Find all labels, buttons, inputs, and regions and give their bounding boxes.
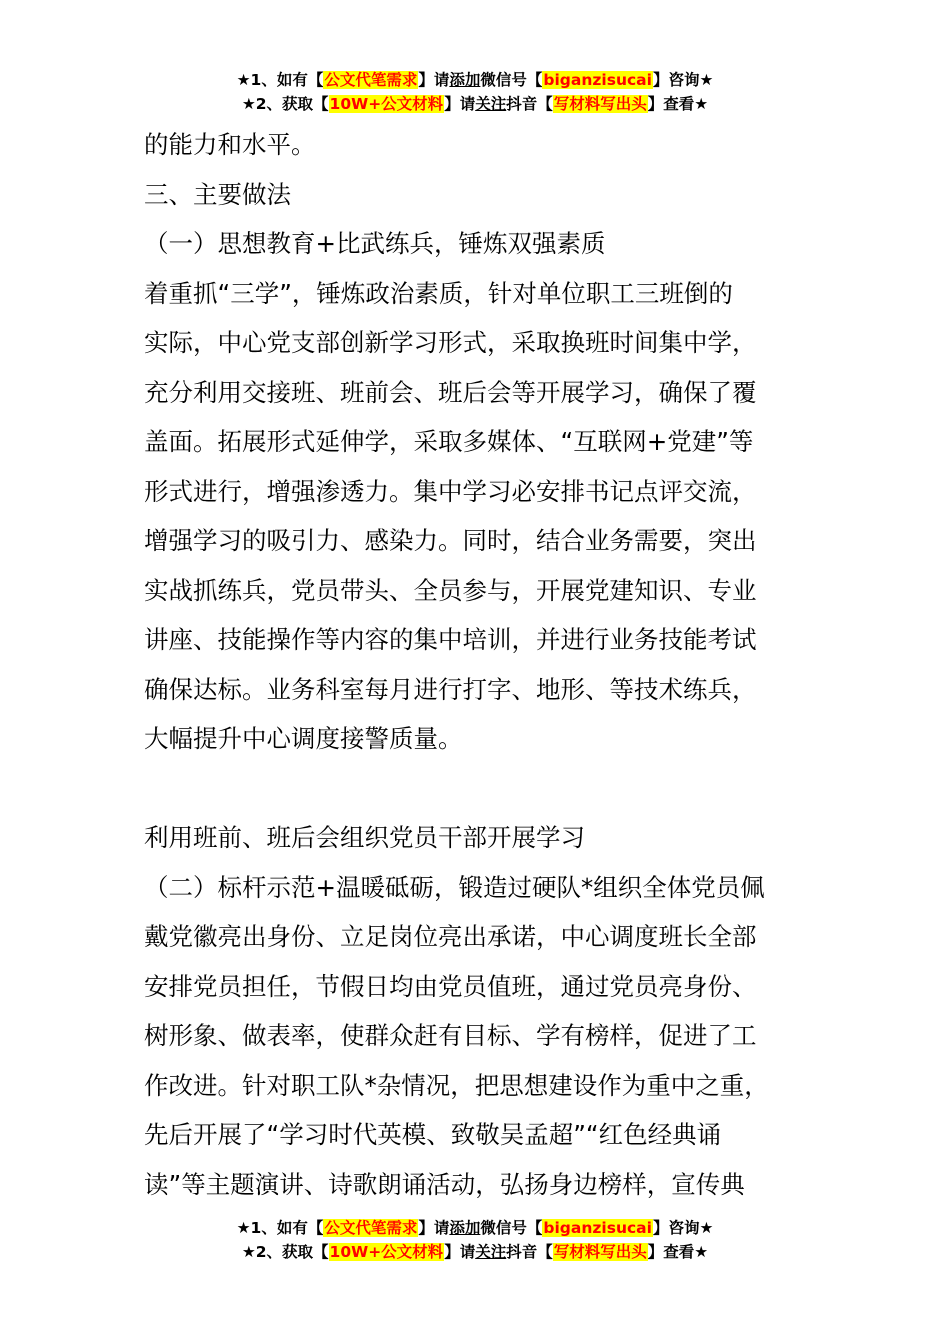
banner-highlight: 10W+公文材料 (329, 95, 444, 113)
banner-text: 】请 (444, 95, 476, 113)
banner-text: ★2、获取【 (241, 1243, 329, 1261)
banner-text: ★2、获取【 (241, 95, 329, 113)
image-caption: 利用班前、班后会组织党员干部开展学习 (144, 823, 585, 852)
banner-text: 】请 (418, 71, 450, 89)
body-line: 的能力和水平。 (144, 130, 316, 159)
banner-text: 】查看★ (647, 1243, 709, 1261)
banner-text: ★1、如有【 (236, 1219, 324, 1237)
section-heading: 三、主要做法 (144, 179, 291, 209)
body-line: 着重抓“三学”，锤炼政治素质，针对单位职工三班倒的 (144, 278, 733, 308)
banner-text: 抖音【 (506, 95, 553, 113)
body-line: 增强学习的吸引力、感染力。同时，结合业务需要，突出 (144, 526, 757, 555)
banner-text: 抖音【 (506, 1243, 553, 1261)
footer-banner (0, 1216, 950, 1264)
body-line: 大幅提升中心调度接警质量。 (144, 724, 463, 753)
body-line: 充分利用交接班、班前会、班后会等开展学习，确保了覆 (144, 377, 757, 407)
header-banner (0, 68, 950, 116)
banner-highlight: 公文代笔需求 (324, 71, 418, 89)
footer-banner-line1 (0, 1216, 950, 1240)
banner-highlight: biganzisucai (543, 71, 652, 89)
blank-line (144, 764, 808, 814)
banner-text: 】请 (418, 1219, 450, 1237)
banner-text: 微信号【 (480, 71, 543, 89)
banner-highlight: 公文代笔需求 (324, 1219, 418, 1237)
footer-banner-line2 (0, 1240, 950, 1264)
banner-text: 微信号【 (480, 1219, 543, 1237)
header-banner-line1 (0, 68, 950, 92)
banner-highlight: 写材料写出头 (553, 1243, 647, 1261)
body-line: 读”等主题演讲、诗歌朗诵活动，弘扬身边榜样，宣传典 (144, 1169, 745, 1199)
body-line: 先后开展了“学习时代英模、致敬吴孟超”“红色经典诵 (144, 1120, 722, 1149)
body-line: 实战抓练兵，党员带头、全员参与，开展党建知识、专业 (144, 575, 757, 605)
banner-text: 】咨询★ (652, 1219, 714, 1237)
banner-text: 】咨询★ (652, 71, 714, 89)
body-line: 形式进行，增强渗透力。集中学习必安排书记点评交流， (144, 476, 757, 506)
banner-highlight: biganzisucai (543, 1219, 652, 1237)
body-line: 作改进。针对职工队*杂情况，把思想建设作为重中之重， (144, 1070, 769, 1100)
header-banner-line2 (0, 92, 950, 116)
subsection-heading: （二）标杆示范+温暖砥砺，锻造过硬队*组织全体党员佩 (144, 872, 765, 902)
body-line: 盖面。拓展形式延伸学，采取多媒体、“互联网+党建”等 (144, 427, 754, 456)
banner-underline: 添加 (449, 1219, 481, 1237)
banner-highlight: 10W+公文材料 (329, 1243, 444, 1261)
banner-underline: 添加 (449, 71, 481, 89)
banner-text: 】请 (444, 1243, 476, 1261)
body-line: 讲座、技能操作等内容的集中培训，并进行业务技能考试 (144, 625, 757, 654)
banner-text: ★1、如有【 (236, 71, 324, 89)
banner-underline: 关注 (475, 1243, 507, 1261)
body-line: 确保达标。业务科室每月进行打字、地形、等技术练兵， (144, 674, 757, 704)
body-line: 树形象、做表率，使群众赶有目标、学有榜样，促进了工 (144, 1021, 757, 1050)
document-body (144, 120, 808, 1209)
banner-text: 】查看★ (647, 95, 709, 113)
banner-highlight: 写材料写出头 (553, 95, 647, 113)
subsection-heading: （一）思想教育+比武练兵，锤炼双强素质 (144, 229, 606, 258)
body-line: 实际，中心党支部创新学习形式，采取换班时间集中学， (144, 328, 757, 357)
body-line: 戴党徽亮出身份、立足岗位亮出承诺，中心调度班长全部 (144, 922, 757, 951)
body-line: 安排党员担任，节假日均由党员值班，通过党员亮身份、 (144, 971, 757, 1001)
banner-underline: 关注 (475, 95, 507, 113)
